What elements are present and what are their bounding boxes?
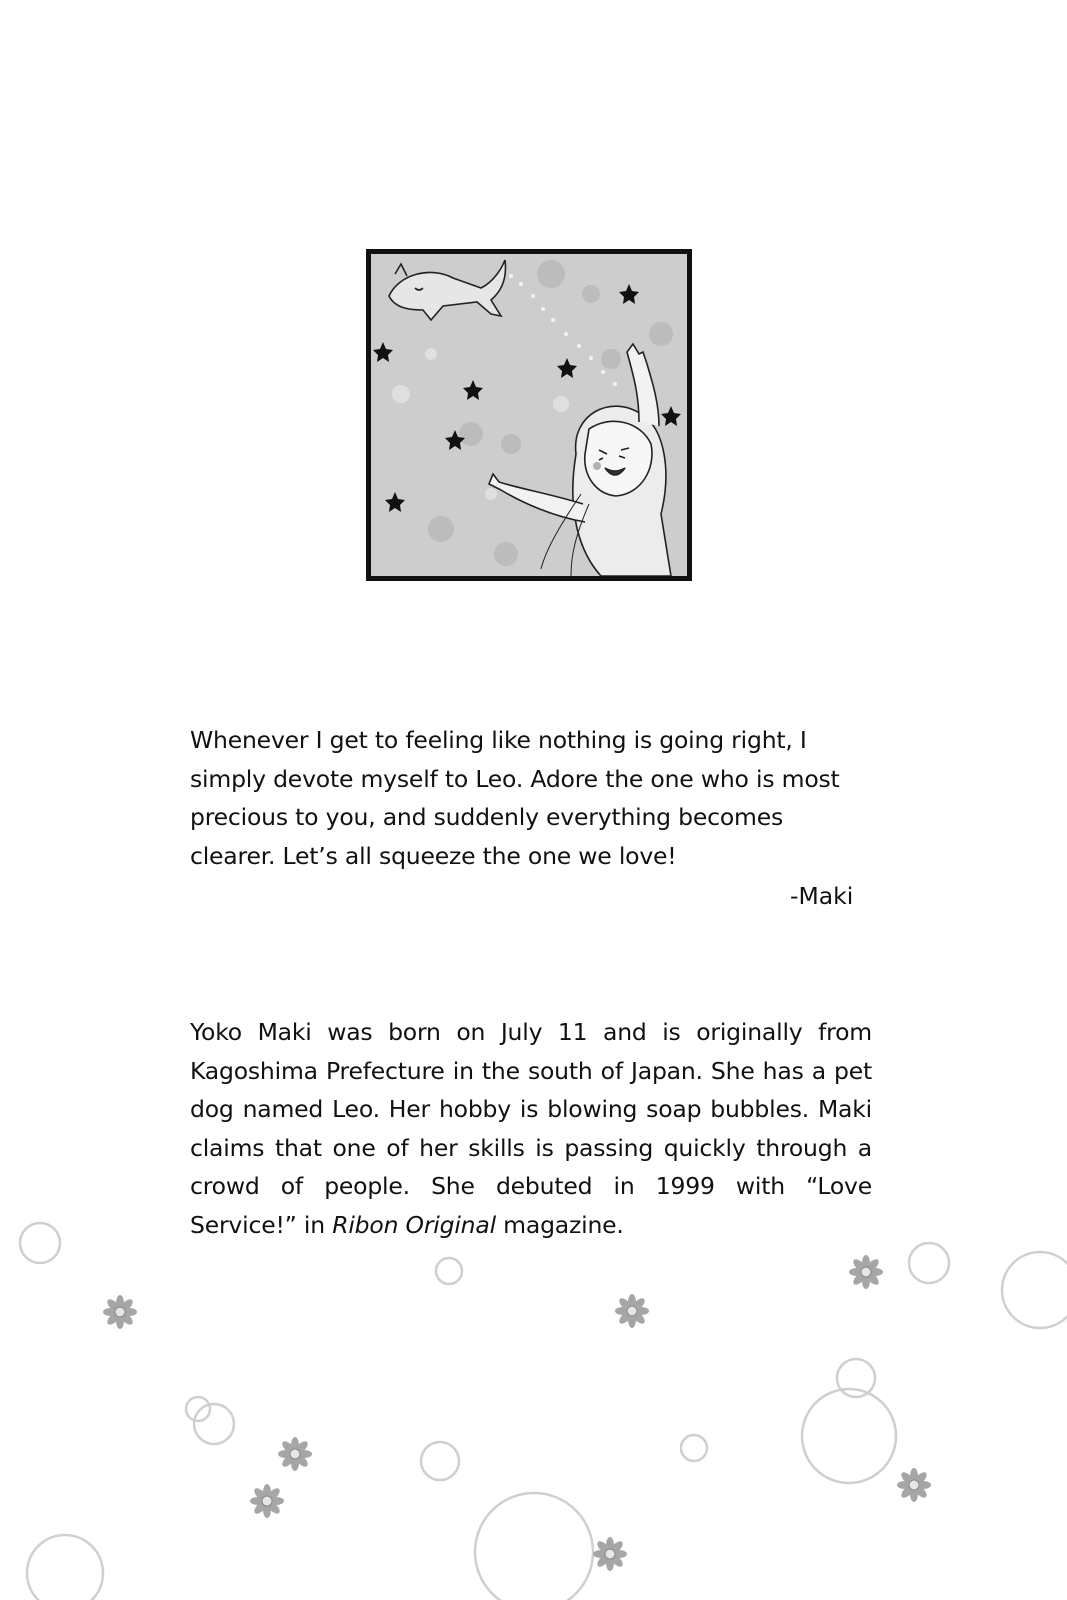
bubble-icon xyxy=(421,1442,459,1480)
flowers xyxy=(103,1255,931,1571)
bubble-icon xyxy=(436,1258,462,1284)
flower-icon xyxy=(615,1294,649,1328)
bubble-icon xyxy=(802,1389,896,1483)
bubble-icon xyxy=(194,1404,234,1444)
flower-icon xyxy=(250,1484,284,1518)
bubble-icon xyxy=(837,1359,875,1397)
flower-icon xyxy=(849,1255,883,1289)
bubble-icon xyxy=(909,1243,949,1283)
flower-icon xyxy=(103,1295,137,1329)
author-illustration xyxy=(366,249,692,581)
author-message-text: Whenever I get to feeling like nothing is going right, I simply devote myself to Leo. Adore the one who is most precious to you, and suddenly everything becomes clearer. Let’s all squeeze the one we love! xyxy=(190,726,840,870)
magazine-title: Ribon Original xyxy=(332,1210,496,1239)
bubble-icon xyxy=(681,1435,707,1461)
author-message xyxy=(190,721,872,875)
flower-icon xyxy=(593,1537,627,1571)
author-bio-text xyxy=(190,1013,872,1244)
flower-icon xyxy=(897,1468,931,1502)
author-bio xyxy=(190,1013,872,1244)
bio-text-before: Yoko Maki was born on July 11 and is originally from Kagoshima Prefecture in the south of Japan. She has a pet dog named Leo. Her hobby is blowing soap bubbles. Maki claims that one of her skills is passing quickly through a crowd of people. She debuted in 1999 with “Love Service!” in xyxy=(190,1018,872,1239)
bubbles xyxy=(20,1223,1067,1600)
flower-icon xyxy=(278,1437,312,1471)
bubble-icon xyxy=(186,1397,210,1421)
bubble-icon xyxy=(1002,1252,1067,1328)
bio-text-after: magazine. xyxy=(495,1210,624,1239)
bubble-icon xyxy=(475,1493,593,1600)
bubble-icon xyxy=(20,1223,60,1263)
author-signature: -Maki xyxy=(790,882,854,910)
bubble-icon xyxy=(27,1535,103,1600)
